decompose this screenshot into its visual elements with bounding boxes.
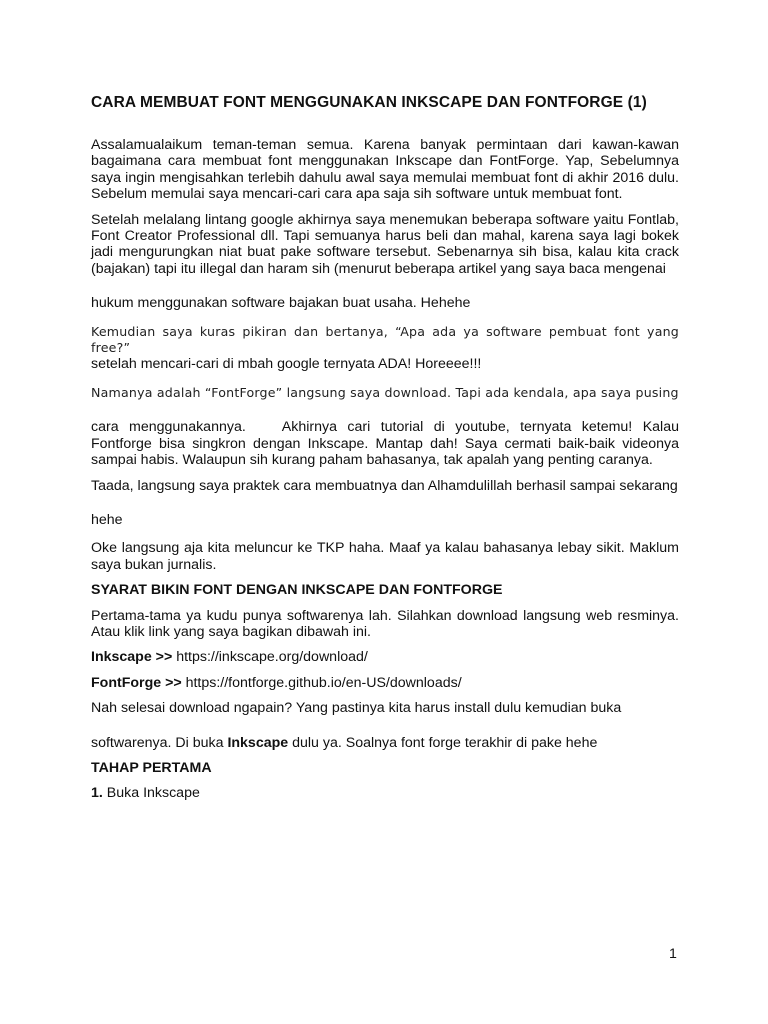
paragraph-fontforge: Namanya adalah “FontForge” langsung saya download. Tapi ada kendala, apa saya pusing [91, 384, 679, 400]
paragraph-install: Nah selesai download ngapain? Yang pastinya kita harus install dulu kemudian buka [91, 700, 622, 717]
paragraph-found: setelah mencari-cari di mbah google ternyata ADA! Horeeee!!! [91, 356, 482, 373]
step-1-text: Buka Inkscape [102, 785, 200, 802]
link-fontforge-url[interactable]: https://fontforge.github.io/en-US/downloads/ [181, 674, 462, 691]
heading-requirements: SYARAT BIKIN FONT DENGAN INKSCAPE DAN FONTFORGE [91, 582, 503, 599]
paragraph-tutorial [91, 419, 679, 468]
document-title: CARA MEMBUAT FONT MENGGUNAKAN INKSCAPE DAN FONTFORGE (1) [91, 94, 647, 111]
step-1-number: 1. [91, 785, 103, 802]
link-fontforge[interactable] [91, 675, 679, 691]
open-inkscape-text: softwarenya. Di buka [91, 734, 228, 751]
paragraph-hehe: hehe [91, 511, 123, 528]
tutorial-rest: Akhirnya cari tutorial di youtube, ternyata ketemu! Kalau Fontforge bisa singkron dengan Inkscape. Mantap dah! Saya cermati baik-baik videonya sampai habis. Walaupun sih kurang paham bahasanya, tak apalah yang penting caranya. [91, 419, 679, 469]
paragraph-download: Pertama-tama ya kudu punya softwarenya lah. Silahkan download langsung web resminya. Atau klik link yang saya bagikan dibawah ini. [91, 607, 679, 640]
paragraph-tkp: Oke langsung aja kita meluncur ke TKP haha. Maaf ya kalau bahasanya lebay sikit. Maklum saya bukan jurnalis. [91, 540, 679, 573]
open-inkscape-bold: Inkscape [227, 734, 289, 751]
tutorial-lead: cara menggunakannya. [91, 419, 246, 436]
open-inkscape-rest: dulu ya. Soalnya font forge terakhir di pake hehe [288, 734, 598, 751]
link-inkscape-url[interactable]: https://inkscape.org/download/ [172, 649, 368, 666]
paragraph-practice: Taada, langsung saya praktek cara membuatnya dan Alhamdulillah berhasil sampai sekarang [91, 477, 678, 494]
paragraph-intro: Assalamualaikum teman-teman semua. Karena banyak permintaan dari kawan-kawan bagaimana cara membuat font menggunakan Inkscape dan FontForge. Yap, Sebelumnya saya ingin mengisahkan terlebih dahulu awal saya memulai membuat font di akhir 2016 dulu. Sebelum memulai saya mencari-cari cara apa saja sih software untuk membuat font. [91, 137, 679, 203]
step-1 [91, 785, 679, 801]
link-inkscape-label: Inkscape >> [91, 649, 173, 666]
link-fontforge-label: FontForge >> [91, 674, 182, 691]
paragraph-search: Setelah melalang lintang google akhirnya saya menemukan beberapa software yaitu Fontlab, Font Creator Professional dll. Tapi semuanya harus beli dan mahal, karena saya lagi bokek jadi mengurungkan niat buat pake software tersebut. Sebenarnya sih bisa, kalau kita crack (bajakan) tapi itu illegal dan haram sih (menurut beberapa artikel yang saya baca mengenai [91, 211, 679, 277]
paragraph-open-inkscape [91, 735, 679, 751]
heading-first-stage: TAHAP PERTAMA [91, 759, 212, 776]
paragraph-search-cont: hukum menggunakan software bajakan buat usaha. Hehehe [91, 295, 471, 312]
page-number: 1 [669, 946, 677, 962]
document-body [91, 94, 679, 802]
paragraph-question: Kemudian saya kuras pikiran dan bertanya, “Apa ada ya software pembuat font yang free?” [91, 323, 679, 356]
link-inkscape[interactable] [91, 649, 679, 665]
